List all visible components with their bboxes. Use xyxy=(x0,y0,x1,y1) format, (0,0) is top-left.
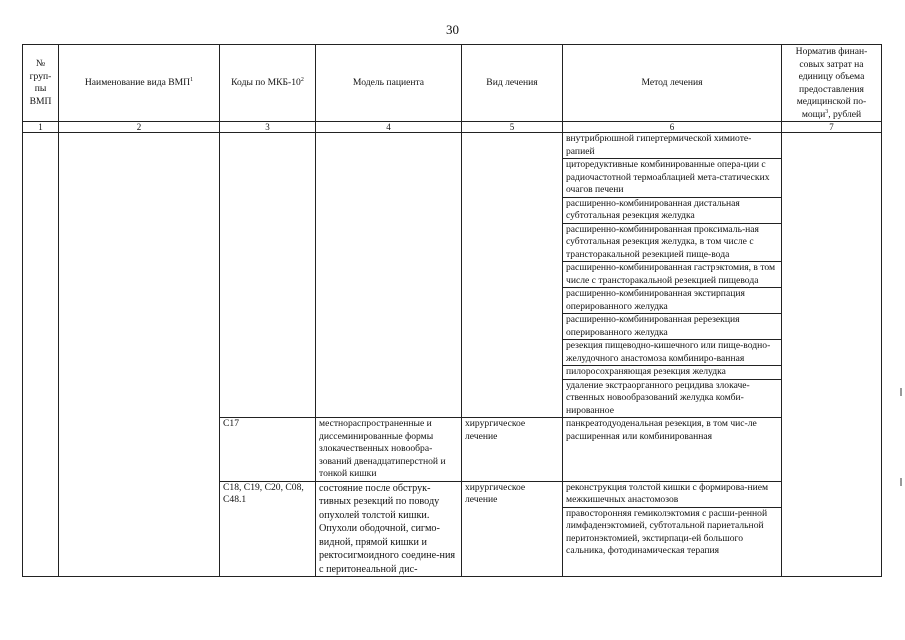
method-item: удаление экстраорганного рецидива злокаче-ственных новообразований желудка комби-нированное xyxy=(566,379,750,416)
header-cost-norm: Норматив финан-совых затрат на единицу объема предоставления медицинской по-мощи$^3$, рублей xyxy=(782,45,882,122)
codes-cell xyxy=(220,133,316,418)
page-number: 30 xyxy=(446,22,459,37)
model-cell xyxy=(316,133,462,418)
treatment-cell: хирургическое лечение xyxy=(462,418,563,482)
header-patient-model: Модель пациента xyxy=(316,45,462,122)
method-item: реконструкция толстой кишки с формирова-нием межкишечных анастомозов xyxy=(563,482,781,508)
model-cell: состояние после обструк-тивных резекций по поводу опухолей толстой кишки. Опухоли ободочной, сигмо-видной, прямой кишки и ректосигмоидного соедине-ния с перитонеальной дис- xyxy=(316,481,462,577)
header-treatment-method: Метод лечения xyxy=(563,45,782,122)
method-item: циторедуктивные комбинированные опера-ции с радиочастотной термоаблацией мета-статических очагов печени xyxy=(563,159,781,198)
column-number: 6 xyxy=(563,122,782,133)
cost-cell xyxy=(782,133,882,577)
table-row xyxy=(23,133,882,418)
vmp-name-cell xyxy=(59,133,220,577)
margin-mark xyxy=(900,388,902,396)
header-icd-codes: Коды по МКБ-$10^2$ xyxy=(220,45,316,122)
column-number-row xyxy=(23,122,882,133)
method-item: резекция пищеводно-кишечного или пище-водно-желудочного анастомоза комбиниро-ванная xyxy=(563,340,781,366)
header-vmp-name: Наименование вида ВМП$^1$ xyxy=(59,45,220,122)
header-group-number: № груп-пы ВМП xyxy=(23,45,59,122)
methods-cell xyxy=(563,133,782,418)
method-item: правосторонняя гемиколэктомия с расши-ренной лимфаденэктомией, субтотальной париетальной перитонэктомией, экстирпаци-ей большого сальника, фотодинамическая терапия xyxy=(566,507,768,556)
header-row xyxy=(23,45,882,122)
header-treatment-type: Вид лечения xyxy=(462,45,563,122)
treatment-cell: хирургическое лечение xyxy=(462,481,563,577)
column-number: 2 xyxy=(59,122,220,133)
method-item: расширенно-комбинированная гастрэктомия, в том числе с трансторакальной резекцией пищевода xyxy=(563,262,781,288)
group-number-cell xyxy=(23,133,59,577)
methods-cell xyxy=(563,418,782,482)
column-number: 3 xyxy=(220,122,316,133)
column-number: 4 xyxy=(316,122,462,133)
vmp-table xyxy=(22,44,882,577)
method-item: расширенно-комбинированная ререзекция оперированного желудка xyxy=(563,314,781,340)
treatment-cell xyxy=(462,133,563,418)
codes-cell: C17 xyxy=(220,418,316,482)
model-cell: местнораспространенные и диссеминированные формы злокачественных новообра-зований двенадцатиперстной и тонкой кишки xyxy=(316,418,462,482)
method-item: расширенно-комбинированная экстирпация оперированного желудка xyxy=(563,288,781,314)
method-item: расширенно-комбинированная дистальная субтотальная резекция желудка xyxy=(563,198,781,224)
margin-mark xyxy=(900,478,902,486)
column-number: 7 xyxy=(782,122,882,133)
column-number: 1 xyxy=(23,122,59,133)
method-item: внутрибрюшной гипертермической химиоте-рапией xyxy=(563,133,781,159)
codes-cell: C18, C19, C20, C08, C48.1 xyxy=(220,481,316,577)
column-number: 5 xyxy=(462,122,563,133)
method-item: пилоросохраняющая резекция желудка xyxy=(563,366,781,380)
methods-cell xyxy=(563,481,782,577)
method-item: панкреатодуоденальная резекция, в том чис-ле расширенная или комбинированная xyxy=(566,418,757,442)
method-item: расширенно-комбинированная проксималь-ная субтотальная резекция желудка, в том числе с трансторакальной резекцией пище-вода xyxy=(563,224,781,263)
